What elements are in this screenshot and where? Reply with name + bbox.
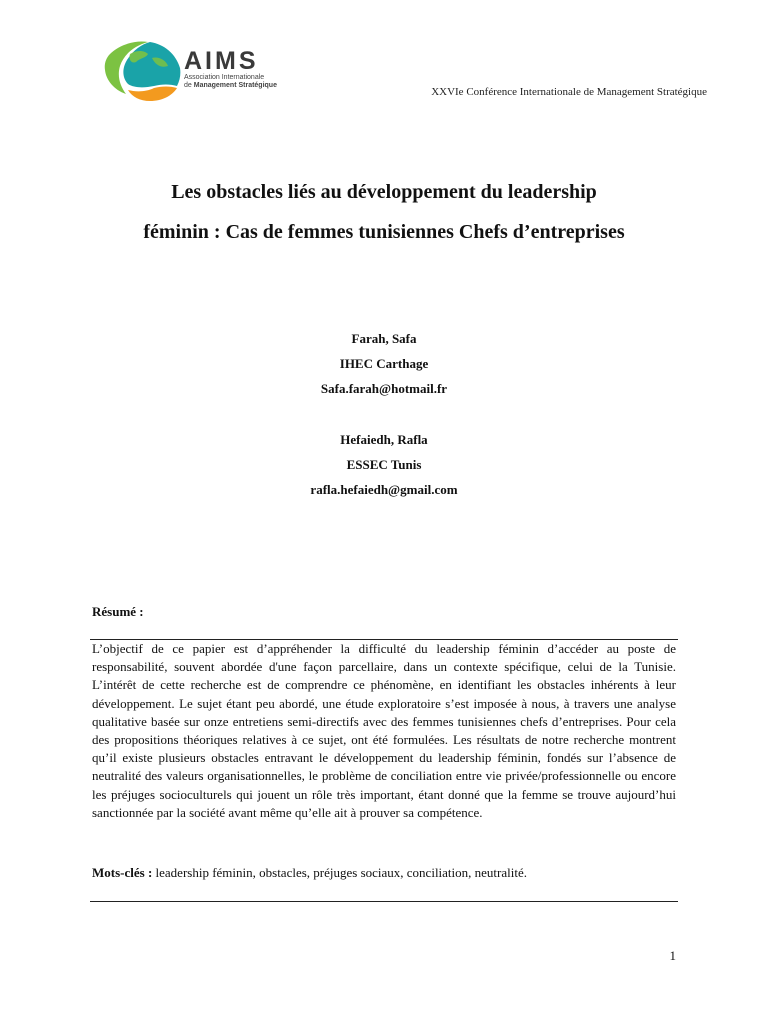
keywords-label: Mots-clés : <box>92 865 153 880</box>
author-name: Hefaiedh, Rafla <box>340 432 428 447</box>
author-block <box>184 427 584 502</box>
logo-subtitle-line1: Association Internationale <box>184 74 265 81</box>
logo-subtitle-prefix: de <box>184 82 194 89</box>
author-block <box>184 326 584 401</box>
title-line-1: Les obstacles liés au développement du leadership <box>171 181 597 203</box>
abstract-bottom-rule <box>90 901 678 902</box>
author-affiliation: ESSEC Tunis <box>346 457 422 472</box>
logo-subtitle-bold: Management Stratégique <box>193 82 277 89</box>
logo-wordmark <box>184 48 277 90</box>
authors <box>184 326 584 502</box>
author-email: Safa.farah@hotmail.fr <box>320 381 448 396</box>
keywords <box>92 864 676 882</box>
keywords-text: leadership féminin, obstacles, préjuges sociaux, conciliation, neutralité. <box>152 865 527 880</box>
abstract-text: L’objectif de ce papier est d’appréhender la difficulté du leadership féminin d’accéder au poste de responsabilité, souvent abordée d'une façon parcellaire, dans un contexte spécifique, celui de la Tunisie. L’intérêt de cette recherche est de comprendre ce phénomène, en identifiant les obstacles inhérents à leur développement. Le sujet étant peu abordé, une étude exploratoire s’est imposée à nous, à travers une analyse qualitative basée sur onze entretiens semi-directifs avec des femmes tunisiennes chefs d’entreprises. Pour cela des propositions théoriques relatives à ce sujet, ont été formulées. Les résultats de notre recherche montrent qu’il existe plusieurs obstacles entravant le développement du leadership féminin, fondés sur l’absence de neutralité des valeurs organisationnelles, le problème de conciliation entre vie privée/professionnelle ou encore les préjuges socioculturels qui jouent un rôle très important, étant donné que la femme se trouve aujourd’hui sanctionnée par la société avant même qu’elle ait à prouver sa compétence. <box>92 641 676 820</box>
logo-name: AIMS <box>184 47 259 75</box>
globe-map-icon <box>100 40 182 102</box>
abstract-heading: Résumé : <box>92 604 144 619</box>
author-name: Farah, Safa <box>351 331 417 346</box>
paper-title <box>60 172 708 252</box>
author-affiliation: IHEC Carthage <box>339 356 429 371</box>
conference-header: XXVIe Conférence Internationale de Management Stratégique <box>431 86 707 98</box>
author-email: rafla.hefaiedh@gmail.com <box>310 482 458 497</box>
title-line-2: féminin : Cas de femmes tunisiennes Chefs d’entreprises <box>143 221 625 243</box>
logo-subtitle-line2 <box>184 82 277 90</box>
aims-logo <box>100 40 310 102</box>
page-number: 1 <box>669 948 676 963</box>
